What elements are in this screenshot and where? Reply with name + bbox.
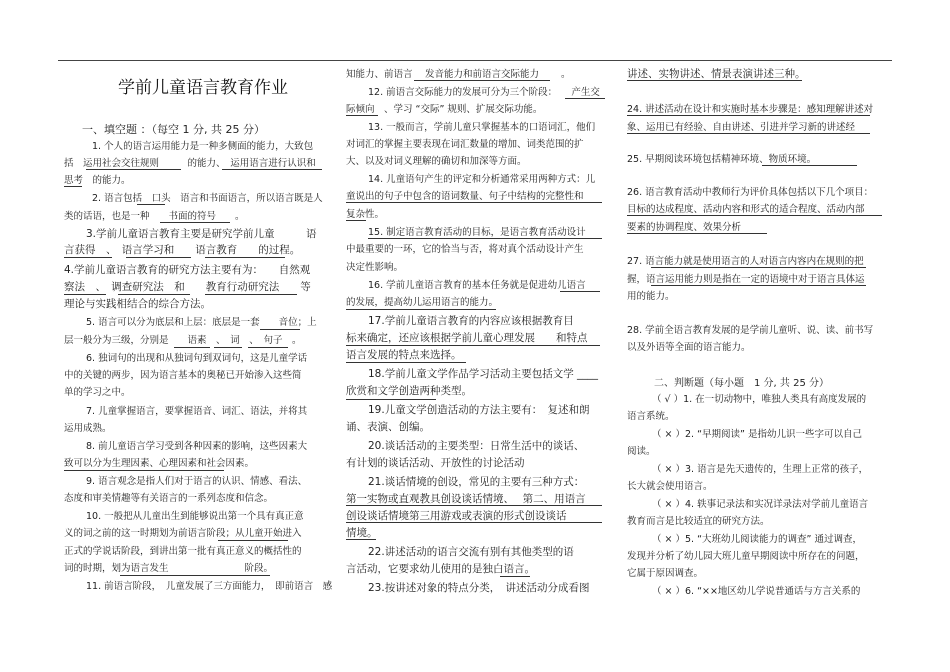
text-line: 18.学前儿童文学作品学习活动主要包括文学 ____	[368, 368, 599, 380]
fill-blank-underline	[205, 294, 297, 295]
text-line: 15. 制定语言教育活动的目标，是语言教育活动设计	[368, 227, 586, 238]
section-1-heading: 一、填空题 ：（每空 1 分, 共 25 分）	[82, 123, 265, 136]
text-line: 中最重要的一环，它的恰当与否，将对真个活动设计产生	[346, 244, 584, 255]
fill-blank-underline	[627, 215, 882, 216]
text-line: 5. 语言可以分为底层和上层：底层是一套 音位；上	[86, 317, 317, 328]
fill-blank-underline	[627, 233, 767, 234]
fill-blank-underline	[86, 169, 181, 170]
text-line: 7. 儿童掌握语言，要掌握语音、词汇、语法，并将其	[86, 406, 308, 417]
text-line: 际倾向 、学习 “交际” 规则、扩展交际功能。	[346, 104, 543, 115]
text-line: （ × ）2. “早期阅读” 是指幼儿识一些字可以自己	[652, 429, 862, 440]
text-line: 致可以分为生理因素、心理因素和社会因素。	[64, 458, 255, 469]
text-line: 阅读。	[627, 446, 656, 457]
fill-blank-underline	[214, 347, 242, 348]
text-line: 16. 学前儿童语言教育的基本任务就是促进幼儿语言	[368, 280, 586, 291]
text-line: 大、以及对词义理解的确切和加深等方面。	[346, 156, 527, 167]
fill-blank-underline	[651, 267, 866, 268]
fill-blank-underline	[762, 165, 857, 166]
fill-blank-underline	[560, 291, 600, 292]
text-line: （ × ）5. “大班幼儿阅读能力的调查” 通过调查，	[652, 534, 862, 545]
text-line: 第一实物或直观教具创设谈话情境、 第二、用语言	[346, 493, 586, 505]
text-line: 对词汇的掌握主要表现在词汇数量的增加、词类范围的扩	[346, 139, 584, 150]
text-line: 27. 语言能力就是使用语言的人对语言内容内在规则的把	[627, 256, 864, 267]
text-line: 发现并分析了幼儿园大班儿童早期阅读中所存在的问题，	[627, 551, 865, 562]
fill-blank-underline	[346, 505, 602, 506]
text-line: 23.按讲述对象的特点分类， 讲述活动分成看图	[368, 582, 590, 594]
fill-blank-underline	[218, 540, 288, 541]
fill-blank-underline	[174, 347, 210, 348]
fill-blank-underline	[346, 115, 378, 116]
text-line: 8. 前儿童语言学习受到各种因素的影响，这些因素大	[86, 441, 308, 452]
text-line: 态度和审美情趣等有关语言的一系列态度和信念。	[64, 493, 274, 504]
fill-blank-underline	[248, 347, 288, 348]
text-line: 的发展，提高幼儿运用语言的能力。	[346, 297, 499, 308]
fill-blank-underline	[500, 576, 530, 577]
text-line: 教育而言是比较适宜的研究方法。	[627, 516, 770, 527]
text-line: 19.儿童文学创造活动的方法主要有： 复述和朗	[368, 404, 590, 416]
text-line: 象、运用已有经验、自由讲述、引进并学习新的讲述经	[627, 122, 856, 133]
text-line: 25. 早期阅读环境包括精神环境、物质环境。	[627, 154, 817, 165]
text-line: 6. 独词句的出现和从独词句到双词句，这是儿童学话	[86, 353, 308, 364]
text-line: 层一般分为三级，分别是 语素 、 词 、 句子 。	[64, 335, 302, 346]
text-line: 24. 讲述活动在设计和实施时基本步骤是：感知理解讲述对	[627, 104, 874, 115]
text-line: 有计划的谈话活动、开放性的讨论活动	[346, 457, 525, 469]
text-line: 思考 的能力。	[64, 175, 131, 186]
header-rule	[58, 60, 892, 61]
text-line: 2. 语言包括 口头 语言和书面语言，所以语言既是人	[92, 193, 323, 204]
text-line: 言获得 、 语言学习和 语言教育 的过程。	[64, 244, 301, 256]
text-line: 17.学前儿童语言教育的内容应该根据教育目	[368, 315, 574, 327]
text-line: 10. 一般把从儿童出生到能够说出第一个具有真正意	[86, 511, 304, 522]
fill-blank-underline	[627, 115, 870, 116]
text-line: 中的关键的两步，因为语言基本的奥秘已开始渗入这些简	[64, 370, 302, 381]
text-line: （ √ ）1. 在一切动物中，唯独人类具有高度发展的	[652, 394, 867, 405]
text-line: 它属于原因调查。	[627, 568, 704, 579]
fill-blank-underline	[414, 80, 550, 81]
text-line: 14. 儿童语句产生的评定和分析通常采用两种方式：儿	[368, 174, 596, 185]
text-line: 单的学习之中。	[64, 387, 131, 398]
fill-blank-underline	[651, 285, 866, 286]
fill-blank-underline	[137, 204, 165, 205]
text-line: 言活动，它要求幼儿使用的是独白语言。	[346, 563, 535, 575]
fill-blank-underline	[346, 362, 466, 363]
fill-blank-underline	[64, 470, 224, 471]
text-line: 括 运用社会交往规则 的能力、 运用语言进行认识和	[64, 158, 316, 169]
text-line: 语言发展的特点来选择。	[346, 349, 462, 361]
text-line: 21.谈话情境的创设，常见的主要有三种方式：	[368, 476, 585, 488]
text-line: 28. 学前全语言教育发展的是学前儿童听、说、读、前书写	[627, 325, 874, 336]
text-line: 复杂性。	[346, 209, 385, 220]
fill-blank-underline	[64, 257, 112, 258]
fill-blank-underline	[368, 238, 602, 239]
page-title: 学前儿童语言教育作业	[118, 78, 288, 98]
text-line: 运用成熟。	[64, 423, 112, 434]
text-line: 9. 语言观念是指人们对于语言的认识、情感、看法、	[86, 476, 308, 487]
text-line: 创设谈话情境第三用游戏或表演的形式创设谈话	[346, 510, 567, 522]
text-line: 13. 一般而言，学前儿童只掌握基本的口语词汇，他们	[368, 122, 596, 133]
fill-blank-underline	[627, 133, 870, 134]
text-line: 童说出的句子中包含的语词数量、句子中结构的完整性和	[346, 191, 584, 202]
text-line: 26. 语言教育活动中教师行为评价具体包括以下几个项目：	[627, 187, 874, 198]
section-2-heading: 二、判断题（每小题 1 分, 共 25 分）	[654, 378, 829, 389]
fill-blank-underline	[346, 309, 496, 310]
text-line: 目标的达成程度、活动内容和形式的适合程度、活动内部	[627, 204, 865, 215]
fill-blank-underline	[627, 80, 802, 81]
text-line: 诵、表演、创编。	[346, 421, 430, 433]
text-line: 以及外语等全面的语言能力。	[627, 342, 751, 353]
text-line: 理论与实践相结合的综合方法。	[64, 298, 211, 310]
text-line: 类的话语，也是一种 书面的符号 。	[64, 211, 245, 222]
text-line: 11. 前语言阶段， 儿童发展了三方面能力， 即前语言 感	[86, 581, 333, 592]
text-line: （ × ）4. 轶事记录法和实况详录法对学前儿童语言	[652, 499, 869, 510]
fill-blank-underline	[346, 202, 602, 203]
text-line: 知能力、前语言 发音能力和前语言交际能力 。	[346, 69, 571, 80]
fill-blank-underline	[346, 345, 600, 346]
fill-blank-underline	[160, 222, 230, 223]
fill-blank-underline	[346, 522, 602, 523]
text-line: 义的词之前的这一时期划为前语言阶段；从儿童开始进入	[64, 528, 302, 539]
text-line: 4.学前儿童语言教育的研究方法主要有为： 自然观	[64, 264, 311, 276]
fill-blank-underline	[64, 186, 82, 187]
text-line: 12. 前语言交际能力的发展可分为三个阶段： 产生交	[368, 87, 600, 98]
fill-blank-underline	[346, 220, 366, 221]
text-line: 情境。	[346, 527, 378, 539]
text-line: 语言系统。	[627, 411, 675, 422]
fill-blank-underline	[222, 169, 322, 170]
fill-blank-underline	[120, 575, 270, 576]
text-line: 讲述、实物讲述、情景表演讲述三种。	[627, 68, 806, 80]
fill-blank-underline	[346, 399, 436, 400]
text-line: 用的能力。	[627, 291, 675, 302]
text-line: 察法 、 调查研究法 和 教育行动研究法 等	[64, 281, 311, 293]
fill-blank-underline	[565, 98, 605, 99]
fill-blank-underline	[346, 539, 376, 540]
fill-blank-underline	[260, 329, 300, 330]
text-line: 标来确定，还应该根据学前儿童心理发展 和特点	[346, 332, 588, 344]
text-line: 握，语言运用能力则是指在一定的语境中对于语言具体运	[627, 274, 865, 285]
text-line: 正式的学说话阶段，到讲出第一批有真正意义的概括性的	[64, 546, 302, 557]
text-line: 欣赏和文学创造两种类型。	[346, 385, 472, 397]
text-line: （ × ）6. “××地区幼儿学说普通话与方言关系的	[652, 586, 861, 597]
text-line: 长大就会使用语言。	[627, 481, 713, 492]
text-line: 1. 个人的语言运用能力是一种多侧面的能力，大致包	[92, 141, 314, 152]
text-line: （ × ）3. 语言是先天遗传的，生理上正常的孩子，	[652, 464, 869, 475]
fill-blank-underline	[205, 257, 285, 258]
text-line: 22.讲述活动的语言交流有别有其他类型的语	[368, 546, 574, 558]
text-line: 词的时期，划为语言发生 阶段。	[64, 563, 274, 574]
fill-blank-underline	[126, 257, 191, 258]
fill-blank-underline	[118, 294, 190, 295]
text-line: 20.谈话活动的主要类型：日常生活中的谈话、	[368, 440, 585, 452]
text-line: 要素的协调程度、效果分析	[627, 222, 742, 233]
text-line: 决定性影响。	[346, 262, 404, 273]
fill-blank-underline	[64, 294, 106, 295]
text-line: 3.学前儿童语言教育主要是研究学前儿童 语	[86, 228, 317, 240]
